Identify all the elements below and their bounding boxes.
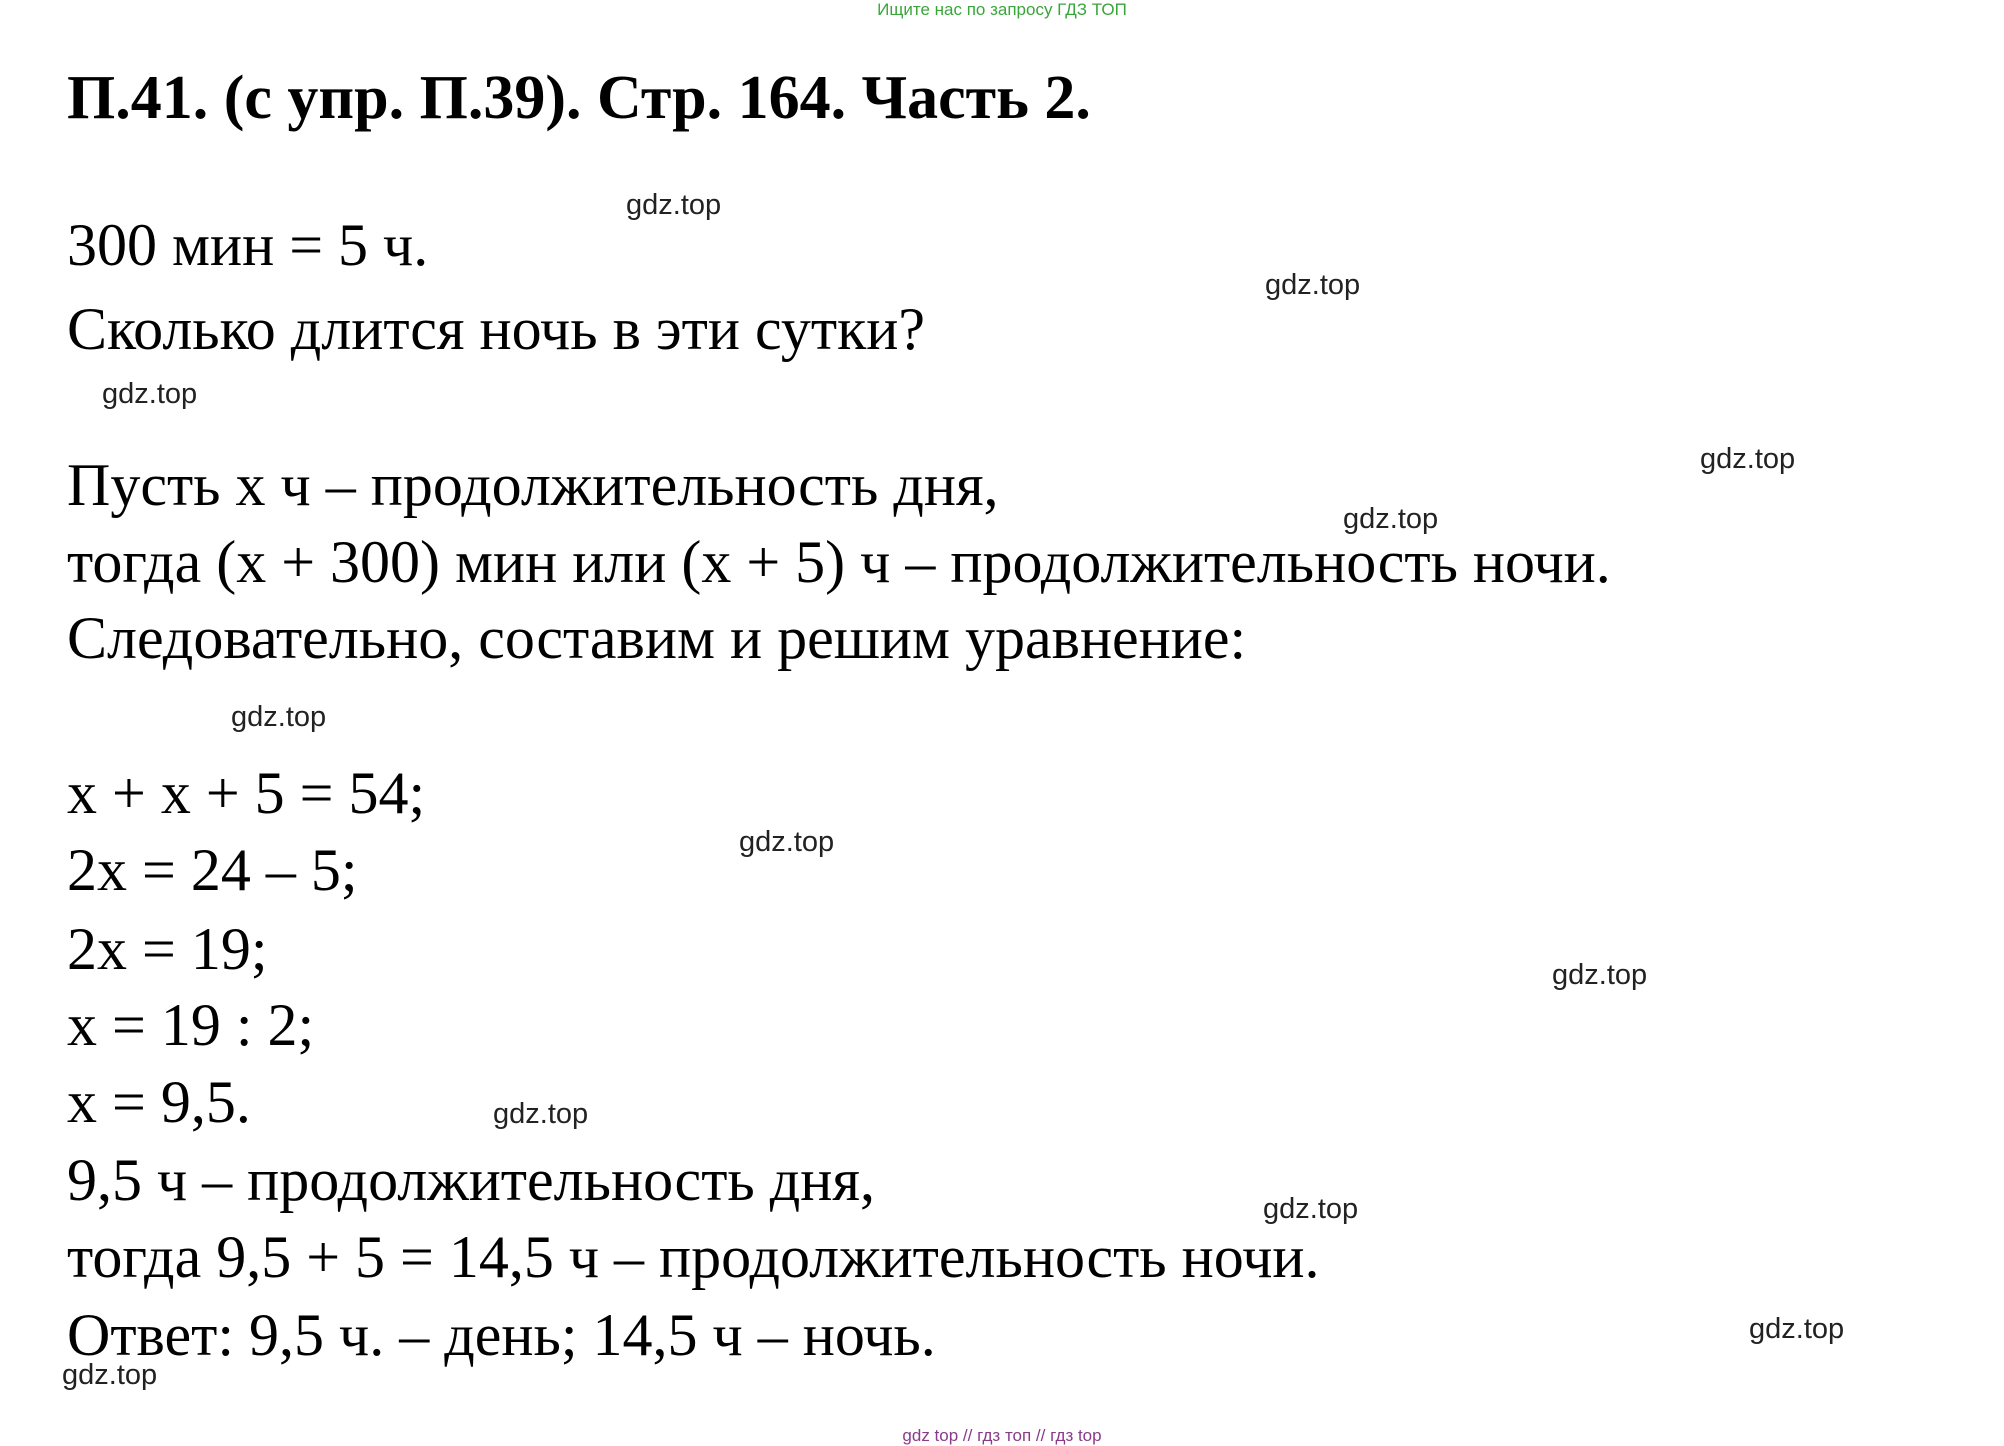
watermark: gdz.top	[493, 1098, 589, 1130]
text-line-1: 300 мин = 5 ч.	[67, 212, 429, 278]
text-line-3: Пусть х ч – продолжительность дня,	[67, 452, 999, 518]
watermark: gdz.top	[1343, 503, 1439, 535]
equation-line-2: 2х = 24 – 5;	[67, 837, 358, 903]
footer-link[interactable]: gdz top // гдз топ // гдз top	[902, 1426, 1102, 1445]
text-line-2: Сколько длится ночь в эти сутки?	[67, 296, 925, 362]
watermark: gdz.top	[1265, 269, 1361, 301]
page-title: П.41. (с упр. П.39). Стр. 164. Часть 2.	[67, 64, 1091, 132]
text-line-5: Следовательно, составим и решим уравнение:	[67, 605, 1247, 671]
answer-line: Ответ: 9,5 ч. – день; 14,5 ч – ночь.	[67, 1302, 936, 1368]
text-line-4: тогда (х + 300) мин или (х + 5) ч – продолжительность ночи.	[67, 529, 1611, 595]
result-line-2: тогда 9,5 + 5 = 14,5 ч – продолжительность ночи.	[67, 1224, 1320, 1290]
equation-line-4: х = 19 : 2;	[67, 992, 315, 1058]
equation-line-1: х + х + 5 = 54;	[67, 760, 426, 826]
watermark: gdz.top	[102, 378, 198, 410]
equation-line-5: х = 9,5.	[67, 1069, 251, 1135]
equation-line-3: 2х = 19;	[67, 916, 268, 982]
top-banner-link[interactable]: Ищите нас по запросу ГДЗ ТОП	[877, 0, 1127, 19]
watermark: gdz.top	[231, 701, 327, 733]
result-line-1: 9,5 ч – продолжительность дня,	[67, 1147, 876, 1213]
watermark: gdz.top	[1552, 959, 1648, 991]
watermark: gdz.top	[1700, 443, 1796, 475]
watermark: gdz.top	[62, 1359, 158, 1391]
watermark: gdz.top	[1263, 1193, 1359, 1225]
watermark: gdz.top	[626, 189, 722, 221]
watermark: gdz.top	[1749, 1313, 1845, 1345]
watermark: gdz.top	[739, 826, 835, 858]
